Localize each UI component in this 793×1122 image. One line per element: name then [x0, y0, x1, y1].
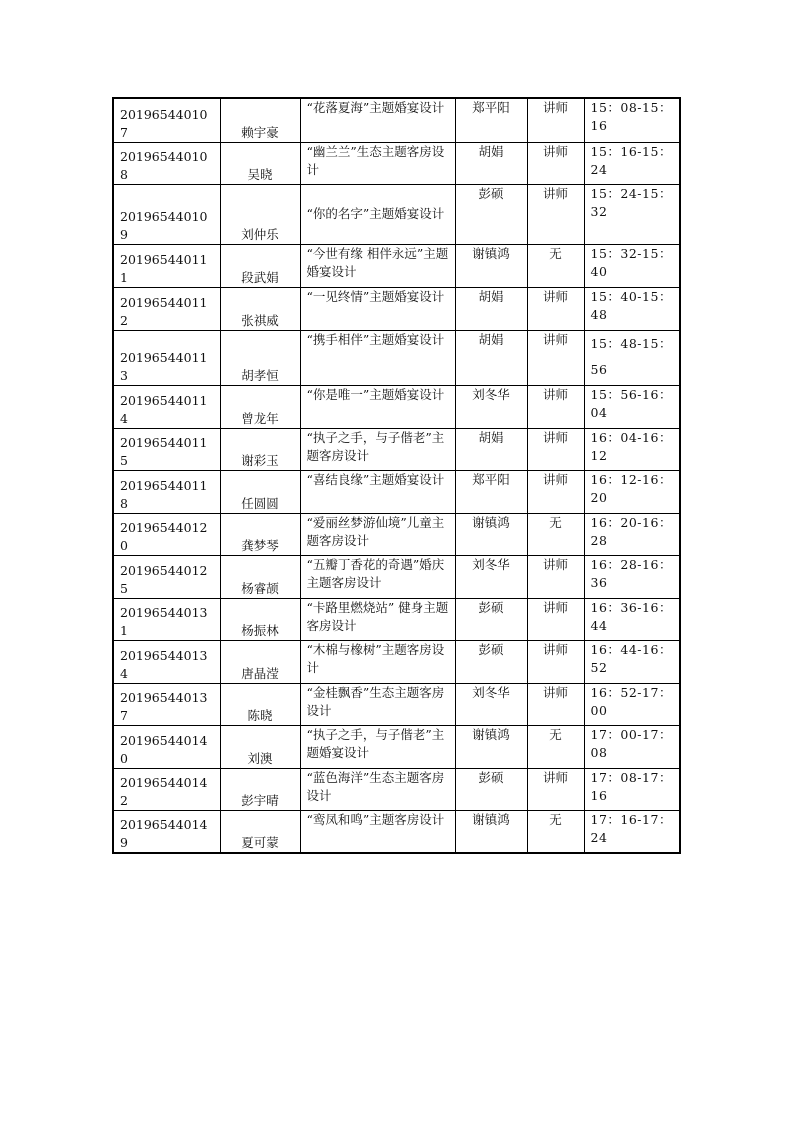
table-row [113, 640, 680, 683]
student-id-cell: 201965440134 [113, 640, 220, 683]
thesis-topic-cell: “今世有缘 相伴永远”主题婚宴设计 [300, 244, 455, 287]
student-id-cell: 201965440140 [113, 725, 220, 768]
student-name-cell: 杨振林 [220, 598, 300, 640]
student-id-cell: 201965440125 [113, 555, 220, 598]
advisor-cell: 郑平阳 [455, 98, 527, 142]
student-name-cell: 曾龙年 [220, 385, 300, 428]
student-id-cell: 201965440131 [113, 598, 220, 640]
student-name-cell: 杨睿颉 [220, 555, 300, 598]
table-row [113, 142, 680, 184]
advisor-title-cell: 无 [527, 513, 584, 555]
time-slot-cell: 16：52-17：00 [584, 683, 680, 725]
advisor-title-cell: 讲师 [527, 470, 584, 513]
advisor-title-cell: 讲师 [527, 184, 584, 244]
student-id-cell: 201965440113 [113, 330, 220, 385]
table-row [113, 184, 680, 244]
student-id-cell: 201965440137 [113, 683, 220, 725]
table-row [113, 555, 680, 598]
advisor-title-cell: 讲师 [527, 555, 584, 598]
student-id-cell: 201965440109 [113, 184, 220, 244]
thesis-topic-cell: “幽兰兰”生态主题客房设计 [300, 142, 455, 184]
advisor-cell: 刘冬华 [455, 385, 527, 428]
advisor-title-cell: 讲师 [527, 598, 584, 640]
student-name-cell: 任圆圆 [220, 470, 300, 513]
time-slot-cell: 15：32-15：40 [584, 244, 680, 287]
advisor-title-cell: 讲师 [527, 385, 584, 428]
advisor-cell: 彭硕 [455, 640, 527, 683]
advisor-cell: 谢镇鸿 [455, 513, 527, 555]
time-slot-cell: 16：28-16：36 [584, 555, 680, 598]
advisor-cell: 胡娟 [455, 142, 527, 184]
student-id-cell: 201965440115 [113, 428, 220, 470]
advisor-title-cell: 讲师 [527, 428, 584, 470]
advisor-title-cell: 无 [527, 725, 584, 768]
table-row [113, 98, 680, 142]
thesis-topic-cell: “木棉与橡树”主题客房设计 [300, 640, 455, 683]
defense-schedule-table [112, 97, 681, 854]
student-name-cell: 刘仲乐 [220, 184, 300, 244]
thesis-topic-cell: “鸾凤和鸣”主题客房设计 [300, 810, 455, 853]
schedule-table-body [113, 98, 680, 853]
advisor-title-cell: 无 [527, 244, 584, 287]
time-slot-cell: 16：12-16：20 [584, 470, 680, 513]
advisor-cell: 彭硕 [455, 598, 527, 640]
table-row [113, 244, 680, 287]
table-row [113, 330, 680, 385]
time-slot-cell: 17：16-17：24 [584, 810, 680, 853]
time-slot-cell: 15：56-16：04 [584, 385, 680, 428]
table-row [113, 598, 680, 640]
thesis-topic-cell: “花落夏海”主题婚宴设计 [300, 98, 455, 142]
advisor-cell: 谢镇鸿 [455, 725, 527, 768]
thesis-topic-cell: “喜结良缘”主题婚宴设计 [300, 470, 455, 513]
advisor-cell: 胡娟 [455, 428, 527, 470]
student-id-cell: 201965440111 [113, 244, 220, 287]
student-id-cell: 201965440120 [113, 513, 220, 555]
thesis-topic-cell: “金桂飘香”生态主题客房设计 [300, 683, 455, 725]
thesis-topic-cell: “蓝色海洋”生态主题客房设计 [300, 768, 455, 810]
advisor-cell: 郑平阳 [455, 470, 527, 513]
table-row [113, 287, 680, 330]
student-id-cell: 201965440142 [113, 768, 220, 810]
student-name-cell: 吴晓 [220, 142, 300, 184]
thesis-topic-cell: “一见终情”主题婚宴设计 [300, 287, 455, 330]
table-row [113, 810, 680, 853]
student-name-cell: 刘澳 [220, 725, 300, 768]
table-row [113, 513, 680, 555]
time-slot-cell: 15：40-15：48 [584, 287, 680, 330]
advisor-title-cell: 讲师 [527, 768, 584, 810]
advisor-cell: 刘冬华 [455, 555, 527, 598]
student-name-cell: 谢彩玉 [220, 428, 300, 470]
advisor-cell: 刘冬华 [455, 683, 527, 725]
thesis-topic-cell: “执子之手，与子偕老”主题婚宴设计 [300, 725, 455, 768]
advisor-title-cell: 无 [527, 810, 584, 853]
student-id-cell: 201965440108 [113, 142, 220, 184]
student-id-cell: 201965440112 [113, 287, 220, 330]
thesis-topic-cell: “携手相伴”主题婚宴设计 [300, 330, 455, 385]
advisor-title-cell: 讲师 [527, 330, 584, 385]
time-slot-cell: 15：24-15：32 [584, 184, 680, 244]
student-name-cell: 赖宇豪 [220, 98, 300, 142]
advisor-title-cell: 讲师 [527, 142, 584, 184]
table-row [113, 385, 680, 428]
advisor-title-cell: 讲师 [527, 287, 584, 330]
time-slot-cell: 15：16-15：24 [584, 142, 680, 184]
thesis-topic-cell: “你的名字”主题婚宴设计 [300, 184, 455, 244]
student-id-cell: 201965440118 [113, 470, 220, 513]
advisor-title-cell: 讲师 [527, 640, 584, 683]
student-name-cell: 龚梦琴 [220, 513, 300, 555]
time-slot-cell: 15：08-15：16 [584, 98, 680, 142]
student-id-cell: 201965440107 [113, 98, 220, 142]
advisor-cell: 胡娟 [455, 330, 527, 385]
table-row [113, 428, 680, 470]
advisor-cell: 胡娟 [455, 287, 527, 330]
advisor-cell: 彭硕 [455, 184, 527, 244]
thesis-topic-cell: “爱丽丝梦游仙境”儿童主题客房设计 [300, 513, 455, 555]
advisor-title-cell: 讲师 [527, 683, 584, 725]
table-row [113, 683, 680, 725]
table-row [113, 725, 680, 768]
time-slot-cell: 16：36-16：44 [584, 598, 680, 640]
student-name-cell: 段武娟 [220, 244, 300, 287]
advisor-cell: 彭硕 [455, 768, 527, 810]
thesis-topic-cell: “卡路里燃烧站” 健身主题客房设计 [300, 598, 455, 640]
student-id-cell: 201965440149 [113, 810, 220, 853]
time-slot-cell: 15：48-15：56 [584, 330, 680, 385]
time-slot-cell: 16：04-16：12 [584, 428, 680, 470]
advisor-title-cell: 讲师 [527, 98, 584, 142]
advisor-cell: 谢镇鸿 [455, 244, 527, 287]
student-name-cell: 胡孝恒 [220, 330, 300, 385]
student-name-cell: 唐晶滢 [220, 640, 300, 683]
student-name-cell: 夏可蒙 [220, 810, 300, 853]
time-slot-cell: 16：20-16：28 [584, 513, 680, 555]
student-name-cell: 陈晓 [220, 683, 300, 725]
thesis-topic-cell: “你是唯一”主题婚宴设计 [300, 385, 455, 428]
time-slot-cell: 17：08-17：16 [584, 768, 680, 810]
student-id-cell: 201965440114 [113, 385, 220, 428]
advisor-cell: 谢镇鸿 [455, 810, 527, 853]
table-row [113, 768, 680, 810]
student-name-cell: 张祺威 [220, 287, 300, 330]
time-slot-cell: 17：00-17：08 [584, 725, 680, 768]
time-slot-cell: 16：44-16：52 [584, 640, 680, 683]
student-name-cell: 彭宇晴 [220, 768, 300, 810]
thesis-topic-cell: “五瓣丁香花的奇遇”婚庆主题客房设计 [300, 555, 455, 598]
thesis-topic-cell: “执子之手，与子偕老”主题客房设计 [300, 428, 455, 470]
table-row [113, 470, 680, 513]
